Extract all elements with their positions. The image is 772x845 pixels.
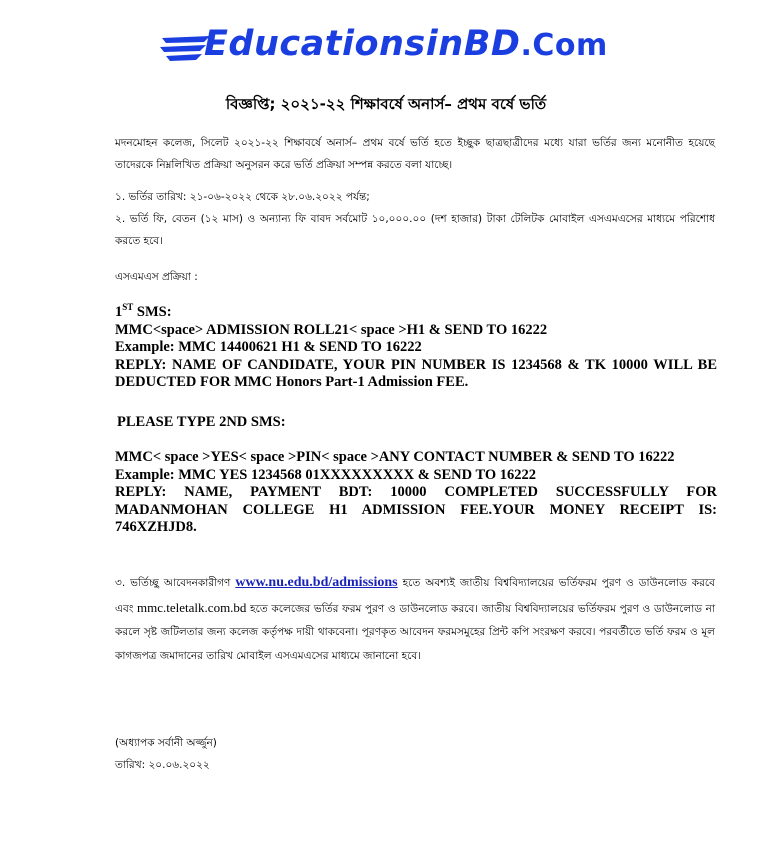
second-sms-heading: PLEASE TYPE 2ND SMS: — [117, 414, 286, 430]
second-sms-example: Example: MMC YES 1234568 01XXXXXXXXX & SEND TO 16222 — [115, 466, 537, 483]
logo-text-educations: Educations — [204, 24, 426, 64]
online-form-text-mid: হতে অবশ্যই জাতীয় বিশ্ববিদ্যালয়ের ভর্তিফরম পুরণ ও ডাউনলোড করবে এবং — [115, 577, 715, 615]
logo-text-inbd: inBD — [425, 24, 521, 64]
second-sms-reply: REPLY: NAME, PAYMENT BDT: 10000 COMPLETED SUCCESSFULLY FOR MADANMOHAN COLLEGE H1 ADMISSION FEE.YOUR MONEY RECEIPT IS: 746XZHJD8. — [115, 484, 717, 535]
second-sms-format: MMC< space >YES< space >PIN< space >ANY CONTACT NUMBER & SEND TO 16222 — [115, 449, 675, 465]
notice-date: তারিখ: ২০.০৬.২০২২ — [115, 759, 210, 771]
signatory-name: (অধ্যাপক সর্বানী অর্জ্জুন) — [115, 737, 217, 749]
intro-paragraph: মদনমোহন কলেজ, সিলেট ২০২১-২২ শিক্ষাবর্ষে অনার্স– প্রথম বর্ষে ভর্তি হতে ইচ্ছুক ছাত্রছাত্রীদের মধ্যে যারা ভর্তির জন্য মনোনীত হয়েছে তাদেরকে নিম্নলিখিত প্রক্রিয়া অনুসরন করে ভর্তি প্রক্রিয়া সম্পন্ন করতে বলা যাচ্ছে। — [115, 137, 715, 171]
first-sms-block — [115, 304, 717, 392]
teletalk-url: mmc.teletalk.com.bd — [137, 599, 247, 615]
first-sms-heading-rest: SMS: — [133, 304, 172, 320]
online-form-item — [115, 571, 715, 668]
first-sms-reply: REPLY: NAME OF CANDIDATE, YOUR PIN NUMBER IS 1234568 & TK 10000 WILL BE DEDUCTED FOR MMC Honors Part-1 Admission FEE. — [115, 356, 717, 390]
nu-admissions-link[interactable]: www.nu.edu.bd/admissions — [235, 575, 398, 590]
admission-date-item: ১. ভর্তির তারিখ: ২১-০৬-২০২২ থেকে ২৮.০৬.২০২২ পর্যন্ত; — [115, 191, 370, 203]
first-sms-heading — [115, 304, 717, 322]
site-logo[interactable] — [160, 18, 630, 78]
online-form-text-start: ৩. ভর্তিচ্ছু আবেদনকারীগণ — [115, 577, 236, 589]
logo-text-com: .Com — [520, 28, 608, 63]
first-sms-example: Example: MMC 14400621 H1 & SEND TO 16222 — [115, 339, 422, 355]
sms-process-label: এসএমএস প্রক্রিয়া : — [115, 271, 198, 283]
first-sms-format: MMC<space> ADMISSION ROLL21< space >H1 & SEND TO 16222 — [115, 321, 548, 338]
notice-title: বিজ্ঞপ্তি; ২০২১-২২ শিক্ষাবর্ষে অনার্স– প্রথম বর্ষে ভর্তি — [225, 95, 547, 113]
first-sms-heading-num: 1 — [115, 304, 123, 320]
second-sms-block — [115, 449, 717, 537]
first-sms-heading-sup: ST — [122, 302, 134, 313]
logo-text — [204, 24, 608, 64]
online-form-text-end: হতে কলেজের ভর্তির ফরম পুরণ ও ডাউনলোড করবে। জাতীয় বিশ্ববিদ্যালয়ের ভর্তিফরম পুরণ ও ডাউনলোড না করলে সৃষ্ট জটিলতার জন্য কলেজ কর্তৃপক্ষ দায়ী থাকবেনা। পূরণকৃত আবেদন ফরমসমুহের প্রিন্ট কপি সংরক্ষণ করবে। পরবর্তীতে ভর্তি ফরম ও মূল কাগজপত্র জমাদানের তারিখ মোবাইল এসএমএসের মাধ্যমে জানানো হবে। — [115, 602, 715, 662]
admission-fee-item: ২. ভর্তি ফি, বেতন (১২ মাস) ও অন্যান্য ফি বাবদ সর্বমোট ১০,০০০.০০ (দশ হাজার) টাকা টেলিটক মোবাইল এসএমএসের মাধ্যমে পরিশোধ করতে হবে। — [115, 213, 715, 247]
